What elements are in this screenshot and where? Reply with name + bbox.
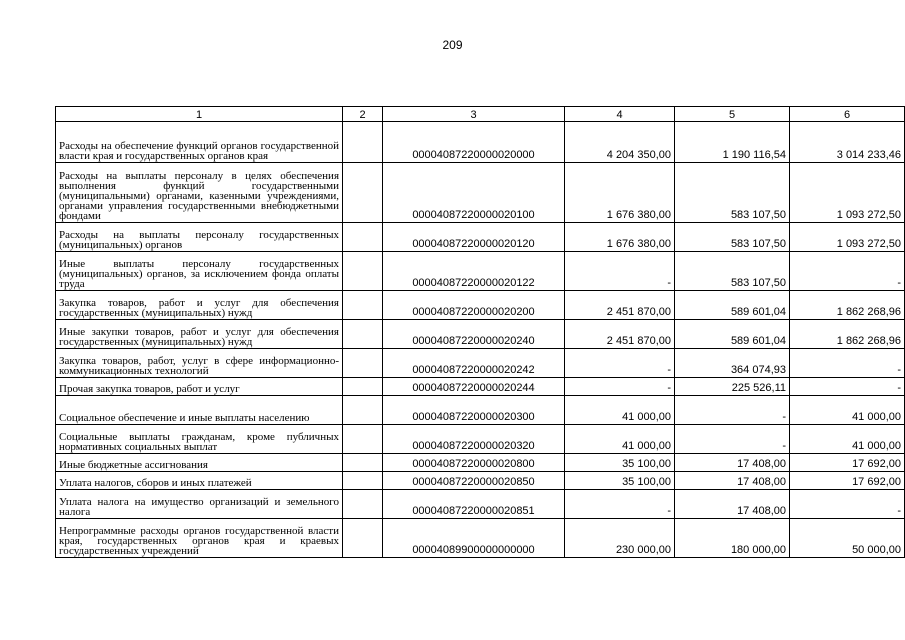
- row-code: 00004089900000000000: [383, 519, 565, 558]
- budget-table: [55, 106, 905, 558]
- row-value-5: 17 408,00: [675, 454, 790, 472]
- row-col2: [343, 291, 383, 320]
- page-number: 209: [442, 38, 463, 52]
- row-col2: [343, 349, 383, 378]
- row-value-5: -: [675, 396, 790, 425]
- row-value-4: 4 204 350,00: [565, 122, 675, 163]
- row-code: 00004087220000020244: [383, 378, 565, 396]
- row-col2: [343, 163, 383, 223]
- row-name: Социальное обеспечение и иные выплаты населению: [56, 396, 343, 425]
- row-name: Иные выплаты персоналу государственных (муниципальных) органов, за исключением фонда оплаты труда: [56, 252, 343, 291]
- row-name: Непрограммные расходы органов государственной власти края, государственных органов края и краевых государственных учреждений: [56, 519, 343, 558]
- row-value-4: 1 676 380,00: [565, 223, 675, 252]
- row-value-6: 17 692,00: [790, 454, 905, 472]
- row-value-6: -: [790, 378, 905, 396]
- row-col2: [343, 223, 383, 252]
- row-value-5: -: [675, 425, 790, 454]
- row-value-6: -: [790, 349, 905, 378]
- row-value-6: -: [790, 490, 905, 519]
- row-name: Закупка товаров, работ и услуг для обеспечения государственных (муниципальных) нужд: [56, 291, 343, 320]
- row-col2: [343, 425, 383, 454]
- row-code: 00004087220000020200: [383, 291, 565, 320]
- row-name: Расходы на выплаты персоналу государственных (муниципальных) органов: [56, 223, 343, 252]
- table-row: [56, 454, 905, 472]
- row-value-5: 1 190 116,54: [675, 122, 790, 163]
- table-row: [56, 519, 905, 558]
- row-col2: [343, 320, 383, 349]
- row-value-6: 1 862 268,96: [790, 320, 905, 349]
- header-col-4: 4: [565, 107, 675, 122]
- row-col2: [343, 490, 383, 519]
- row-code: 00004087220000020320: [383, 425, 565, 454]
- row-value-5: 589 601,04: [675, 320, 790, 349]
- row-value-4: -: [565, 378, 675, 396]
- table-row: [56, 490, 905, 519]
- table-header: [56, 107, 905, 122]
- table-row: [56, 122, 905, 163]
- row-name: Социальные выплаты гражданам, кроме публичных нормативных социальных выплат: [56, 425, 343, 454]
- row-value-5: 180 000,00: [675, 519, 790, 558]
- row-code: 00004087220000020000: [383, 122, 565, 163]
- row-code: 00004087220000020120: [383, 223, 565, 252]
- row-value-6: 1 093 272,50: [790, 223, 905, 252]
- row-col2: [343, 252, 383, 291]
- row-code: 00004087220000020100: [383, 163, 565, 223]
- table-row: [56, 163, 905, 223]
- row-value-5: 583 107,50: [675, 163, 790, 223]
- row-name: Иные бюджетные ассигнования: [56, 454, 343, 472]
- header-col-6: 6: [790, 107, 905, 122]
- header-col-1: 1: [56, 107, 343, 122]
- table-row: [56, 320, 905, 349]
- row-value-4: 1 676 380,00: [565, 163, 675, 223]
- row-value-5: 17 408,00: [675, 490, 790, 519]
- row-col2: [343, 454, 383, 472]
- row-value-4: -: [565, 490, 675, 519]
- row-value-5: 589 601,04: [675, 291, 790, 320]
- row-code: 00004087220000020122: [383, 252, 565, 291]
- table-row: [56, 396, 905, 425]
- table-row: [56, 472, 905, 490]
- row-col2: [343, 396, 383, 425]
- header-col-5: 5: [675, 107, 790, 122]
- row-col2: [343, 519, 383, 558]
- table-row: [56, 291, 905, 320]
- row-value-5: 17 408,00: [675, 472, 790, 490]
- table-row: [56, 223, 905, 252]
- header-col-3: 3: [383, 107, 565, 122]
- header-row: [56, 107, 905, 122]
- row-code: 00004087220000020300: [383, 396, 565, 425]
- row-value-6: 1 093 272,50: [790, 163, 905, 223]
- table-body: [56, 122, 905, 558]
- table-row: [56, 425, 905, 454]
- row-code: 00004087220000020242: [383, 349, 565, 378]
- row-value-5: 225 526,11: [675, 378, 790, 396]
- row-value-4: -: [565, 252, 675, 291]
- row-value-4: 230 000,00: [565, 519, 675, 558]
- table-row: [56, 252, 905, 291]
- row-value-6: 3 014 233,46: [790, 122, 905, 163]
- row-value-6: 41 000,00: [790, 396, 905, 425]
- row-name: Иные закупки товаров, работ и услуг для обеспечения государственных (муниципальных) нужд: [56, 320, 343, 349]
- row-value-5: 364 074,93: [675, 349, 790, 378]
- row-value-5: 583 107,50: [675, 223, 790, 252]
- row-value-4: 41 000,00: [565, 396, 675, 425]
- row-value-6: 50 000,00: [790, 519, 905, 558]
- row-name: Уплата налогов, сборов и иных платежей: [56, 472, 343, 490]
- row-name: Прочая закупка товаров, работ и услуг: [56, 378, 343, 396]
- row-value-6: 1 862 268,96: [790, 291, 905, 320]
- row-value-6: 17 692,00: [790, 472, 905, 490]
- row-name: Закупка товаров, работ, услуг в сфере информационно-коммуникационных технологий: [56, 349, 343, 378]
- row-value-4: 35 100,00: [565, 454, 675, 472]
- table-row: [56, 378, 905, 396]
- row-code: 00004087220000020850: [383, 472, 565, 490]
- row-value-4: -: [565, 349, 675, 378]
- row-col2: [343, 122, 383, 163]
- table-row: [56, 349, 905, 378]
- row-code: 00004087220000020800: [383, 454, 565, 472]
- row-name: Расходы на обеспечение функций органов государственной власти края и государственных органов края: [56, 122, 343, 163]
- row-name: Расходы на выплаты персоналу в целях обеспечения выполнения функций государственными (муниципальными) органами, казенными учреждениями, органами управления государственными внебюджетными фондами: [56, 163, 343, 223]
- row-code: 00004087220000020240: [383, 320, 565, 349]
- row-value-4: 2 451 870,00: [565, 320, 675, 349]
- row-value-6: 41 000,00: [790, 425, 905, 454]
- row-value-4: 35 100,00: [565, 472, 675, 490]
- header-col-2: 2: [343, 107, 383, 122]
- row-value-4: 41 000,00: [565, 425, 675, 454]
- row-code: 00004087220000020851: [383, 490, 565, 519]
- row-col2: [343, 472, 383, 490]
- row-value-6: -: [790, 252, 905, 291]
- row-value-5: 583 107,50: [675, 252, 790, 291]
- row-name: Уплата налога на имущество организаций и земельного налога: [56, 490, 343, 519]
- row-col2: [343, 378, 383, 396]
- row-value-4: 2 451 870,00: [565, 291, 675, 320]
